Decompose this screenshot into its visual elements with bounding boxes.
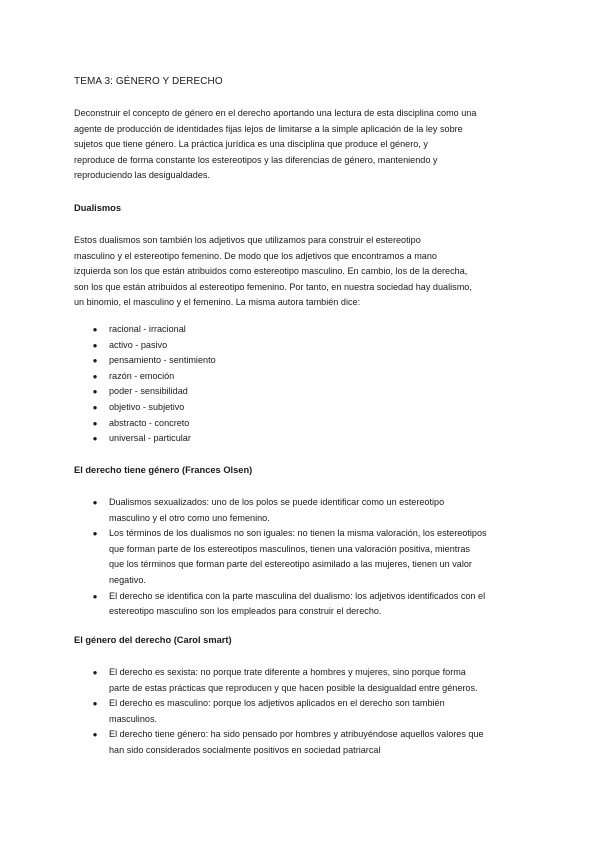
dualismos-line: masculino y el estereotipo femenino. De modo que los adjetivos que encontramos a mano [74,250,437,261]
list-item [74,338,530,354]
bullet-icon: ● [92,668,98,677]
list-item-line: El derecho es masculino: porque los adjetivos aplicados en el derecho son también [109,698,445,709]
list-item-line: El derecho tiene género: ha sido pensado por hombres y atribuyéndose aquellos valores que [109,729,484,740]
list-item-text: abstracto - concreto [109,417,190,428]
section-heading-smart: El género del derecho (Carol smart) [74,635,232,645]
list-item [74,727,530,758]
intro-line: agente de producción de identidades fijas lejos de limitarse a la simple aplicación de la ley sobre [74,123,463,134]
list-item-text: universal - particular [109,433,191,444]
intro-line: reproduce de forma constante los estereotipos y las diferencias de género, manteniendo y [74,154,438,165]
list-item [74,495,530,526]
list-item-text: poder - sensibilidad [109,386,188,397]
list-item [74,589,530,620]
dualismos-line: un binomio, el masculino y el femenino. La misma autora también dice: [74,297,361,308]
list-item [74,400,530,416]
list-item-text: pensamiento - sentimiento [109,355,216,366]
intro-line: Deconstruir el concepto de género en el derecho aportando una lectura de esta disciplina como una [74,108,477,118]
list-item [74,526,530,588]
bullet-icon: ● [92,387,98,397]
list-item-line: Los términos de los dualismos no son iguales: no tienen la misma valoración, los estereotipos [109,528,487,539]
intro-line: reproduciendo las desigualdades. [74,170,210,181]
list-item-line: estereotipo masculino son los empleados para construir el derecho. [109,606,382,617]
list-item-line: masculino y el otro como uno femenino. [109,512,270,523]
section-heading-olsen: El derecho tiene género (Frances Olsen) [74,465,253,475]
list-item-line: que forman parte de los estereotipos masculinos, tienen una valoración positiva, mientras [109,543,470,554]
list-item-text: objetivo - subjetivo [109,401,185,412]
bullet-icon: ● [92,418,98,428]
bullet-icon: ● [92,529,98,539]
bullet-icon: ● [92,730,98,740]
list-item-line: El derecho es sexista: no porque trate diferente a hombres y mujeres, sino porque forma [109,667,466,677]
list-item [74,665,530,696]
intro-paragraph [74,106,530,184]
list-item-line: que los términos que forman parte del estereotipo asimilado a las mujeres, tienen un valor [109,559,472,570]
page-title: TEMA 3: GÉNERO Y DERECHO [74,76,223,87]
intro-line: sujetos que tiene género. La práctica jurídica es una disciplina que produce el género, y [74,139,428,150]
list-item [74,696,530,727]
bullet-icon: ● [92,340,98,350]
list-item [74,431,530,447]
bullet-icon: ● [92,699,98,709]
list-item [74,369,530,385]
list-item-text: racional - irracional [109,324,186,334]
olsen-list [74,495,530,620]
list-item-line: Dualismos sexualizados: uno de los polos se puede identificar como un estereotipo [109,497,445,507]
dualismos-line: son los que están atribuidos al estereotipo femenino. Por tanto, en nuestra sociedad hay dualismo, [74,281,472,292]
bullet-icon: ● [92,402,98,412]
list-item [74,384,530,400]
bullet-icon: ● [92,591,98,601]
bullet-icon: ● [92,498,98,507]
list-item [74,416,530,432]
list-item-text: activo - pasivo [109,339,168,350]
bullet-icon: ● [92,356,98,366]
dualismos-line: Estos dualismos son también los adjetivos que utilizamos para construir el estereotipo [74,235,421,245]
dualismos-line: izquierda son los que están atribuidos como estereotipo masculino. En cambio, los de la derecha, [74,266,468,277]
list-item-line: masculinos. [109,713,158,724]
list-item [74,322,530,338]
bullet-icon: ● [92,325,98,334]
bullet-icon: ● [92,434,98,444]
list-item-line: negativo. [109,574,146,585]
smart-list [74,665,530,759]
list-item-line: El derecho se identifica con la parte masculina del dualismo: los adjetivos identificados con el [109,590,486,601]
list-item [74,353,530,369]
dualismos-list [74,322,530,447]
bullet-icon: ● [92,371,98,381]
list-item-line: han sido considerados socialmente positivos en sociedad patriarcal [109,744,381,755]
section-heading-dualismos: Dualismos [74,203,122,213]
list-item-line: parte de estas prácticas que reproducen y que hacen posible la desigualdad entre géneros. [109,682,478,693]
list-item-text: razón - emoción [109,370,175,381]
dualismos-paragraph [74,233,530,311]
